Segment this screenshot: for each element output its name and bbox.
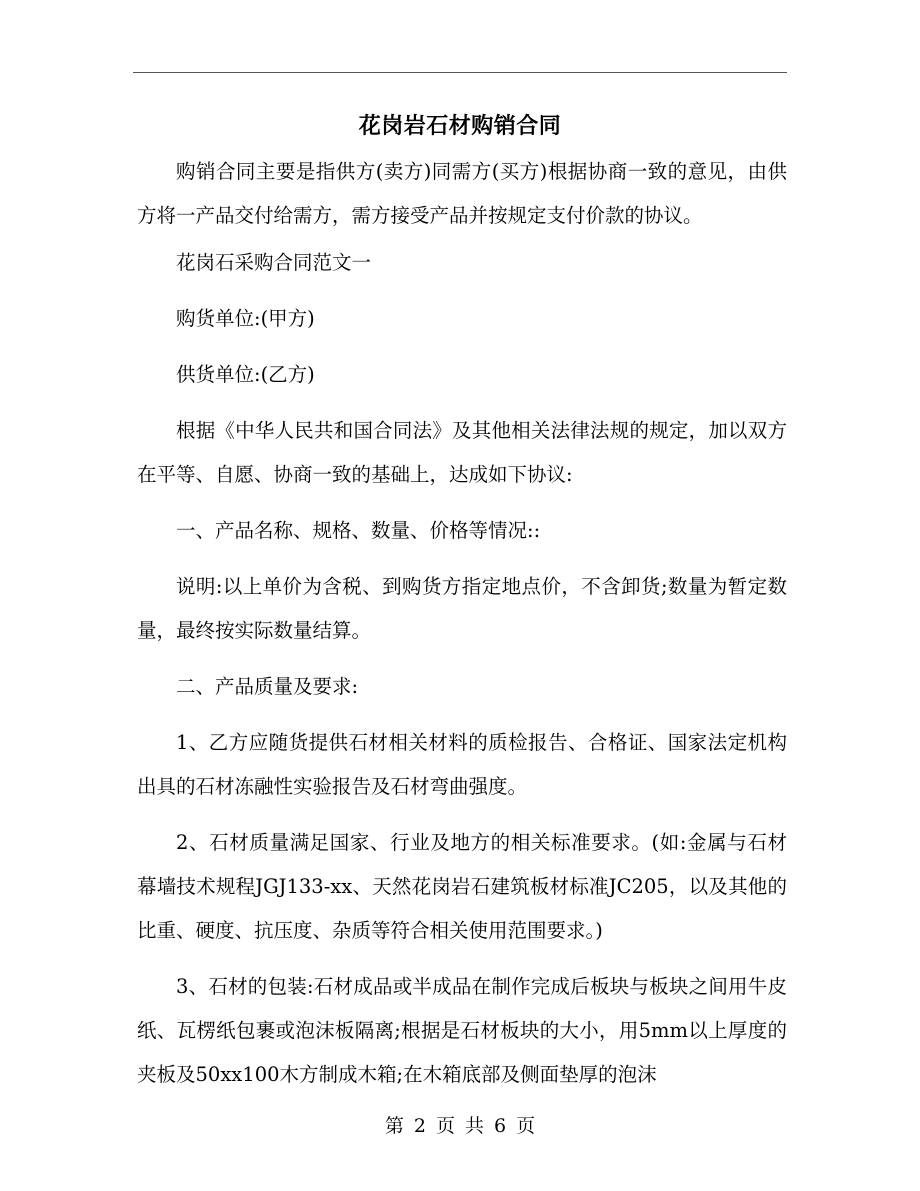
paragraph-item-2: 2、石材质量满足国家、行业及地方的相关标准要求。(如:金属与石材幕墙技术规程JGJ133-xx、天然花岗岩石建筑板材标准JC205，以及其他的比重、硬度、抗压度、杂质等符合相关使用范围要求。) [137,831,787,942]
header-rule [133,72,787,73]
paragraph-item-1: 1、乙方应随货提供石材相关材料的质检报告、合格证、国家法定机构出具的石材冻融性实验报告及石材弯曲强度。 [137,731,787,798]
paragraph-price-note: 说明:以上单价为含税、到购货方指定地点价，不含卸货;数量为暂定数量，最终按实际数量结算。 [137,575,787,642]
paragraph-seller: 供货单位:(乙方) [176,363,315,386]
paragraph-sample-heading: 花岗石采购合同范文一 [176,251,372,274]
paragraph-legal-basis: 根据《中华人民共和国合同法》及其他相关法律法规的规定，加以双方在平等、自愿、协商一致的基础上，达成如下协议: [137,419,787,486]
paragraph-item-3: 3、石材的包装:石材成品或半成品在制作完成后板块与板块之间用牛皮纸、瓦楞纸包裹或泡沫板隔离;根据是石材板块的大小，用5mm以上厚度的夹板及50xx100木方制成木箱;在木箱底部及侧面垫厚的泡沫 [137,975,787,1086]
page-footer: 第 2 页 共 6 页 [384,1115,536,1137]
paragraph-section-2: 二、产品质量及要求: [176,675,359,698]
document-title: 花岗岩石材购销合同 [358,113,562,139]
paragraph-section-1: 一、产品名称、规格、数量、价格等情况:: [176,519,541,542]
paragraph-intro: 购销合同主要是指供方(卖方)同需方(买方)根据协商一致的意见，由供方将一产品交付给需方，需方接受产品并按规定支付价款的协议。 [137,160,787,227]
document-body [137,150,787,1097]
paragraph-buyer: 购货单位:(甲方) [176,307,315,330]
